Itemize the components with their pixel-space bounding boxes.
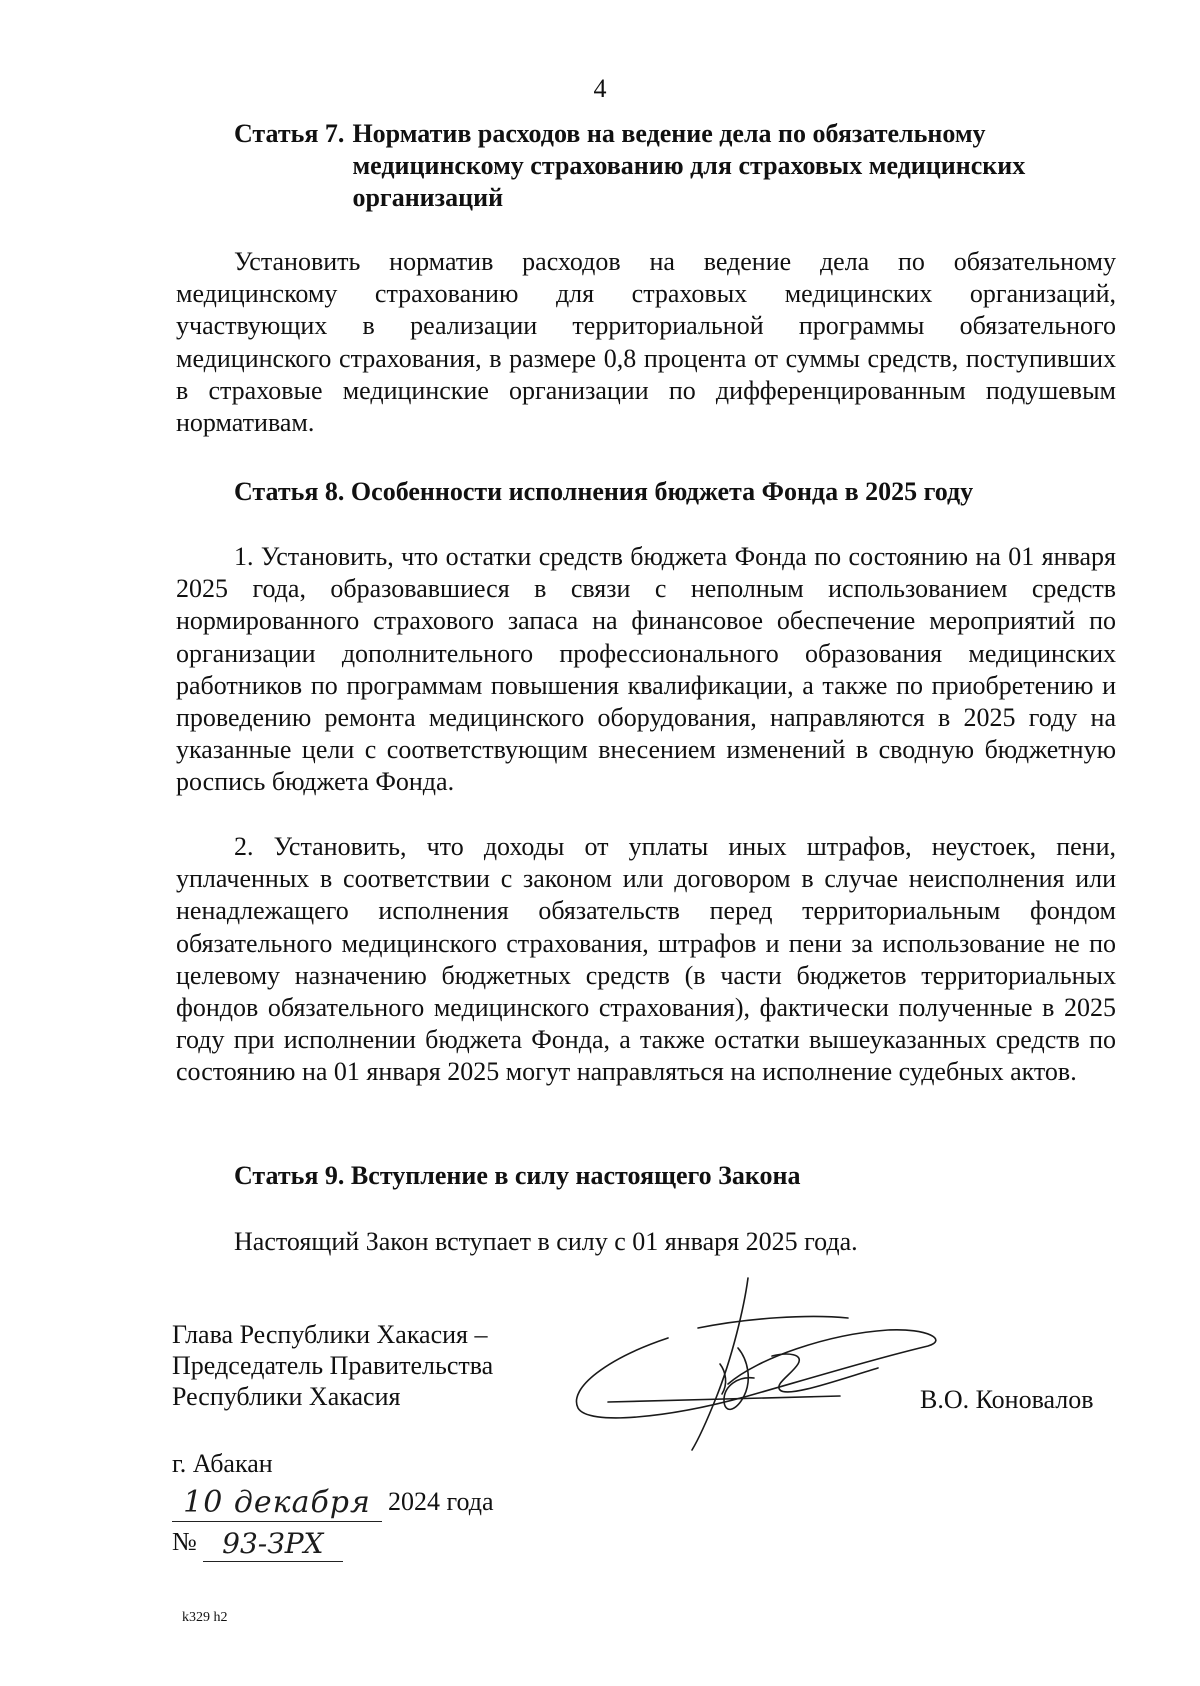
article-8-paragraph-2: 2. Установить, что доходы от уплаты иных штрафов, неустоек, пени, уплаченных в соответствии с законом или договором в случае неисполнения или ненадлежащего исполнения обязательств перед территориальным фондом обязательного медицинского страхования, штрафов и пени за использование не по целевому назначению бюджетных средств (в части бюджетов территориальных фондов обязательного медицинского страхования), фактически полученные в 2025 году при исполнении бюджета Фонда, а также остатки вышеуказанных средств по состоянию на 01 января 2025 могут направляться на исполнение судебных актов. bbox=[176, 832, 1116, 1087]
article-8-paragraph-1: 1. Установить, что остатки средств бюджета Фонда по состоянию на 01 января 2025 года, образовавшиеся в связи с неполным использованием средств нормированного страхового запаса на финансовое обеспечение мероприятий по организации дополнительного профессионального образования медицинских работников по программам повышения квалификации, а также по приобретению и проведению ремонта медицинского оборудования, направляются в 2025 году на указанные цели с соответствующим внесением изменений в сводную бюджетную роспись бюджета Фонда. bbox=[176, 542, 1116, 797]
article-9-heading: Статья 9. Вступление в силу настоящего Закона bbox=[234, 1161, 801, 1190]
article-8-heading: Статья 8. Особенности исполнения бюджета Фонда в 2025 году bbox=[234, 477, 974, 506]
number-sign: № bbox=[172, 1527, 197, 1556]
handwritten-number: 93-ЗРХ bbox=[203, 1527, 343, 1562]
law-number bbox=[172, 1522, 343, 1562]
signer-position-line: Глава Республики Хакасия – bbox=[172, 1320, 488, 1349]
signing-date bbox=[172, 1482, 494, 1522]
signer-position-line: Республики Хакасия bbox=[172, 1382, 401, 1411]
footer-code: k329 h2 bbox=[182, 1610, 228, 1625]
date-year: 2024 года bbox=[388, 1487, 494, 1516]
handwritten-signature bbox=[548, 1268, 948, 1458]
handwritten-date: 10 декабря bbox=[172, 1485, 382, 1522]
signer-name: В.О. Коновалов bbox=[920, 1385, 1094, 1414]
article-9-body: Настоящий Закон вступает в силу с 01 января 2025 года. bbox=[234, 1227, 858, 1256]
article-7-title: Норматив расходов на ведение дела по обязательному медицинскому страхованию для страховых медицинских организаций bbox=[352, 119, 1026, 212]
signer-position-line: Председатель Правительства bbox=[172, 1351, 494, 1380]
article-7-heading bbox=[234, 118, 1104, 214]
page-number: 4 bbox=[593, 74, 607, 103]
article-7-label: Статья 7. bbox=[234, 119, 345, 148]
signer-position bbox=[172, 1319, 493, 1412]
article-7-body: Установить норматив расходов на ведение дела по обязательному медицинскому страхованию для страховых медицинских организаций, участвующих в реализации территориальной программы обязательного медицинского страхования, в размере 0,8 процента от суммы средств, поступивших в страховые медицинские организации по дифференцированным подушевым нормативам. bbox=[176, 247, 1116, 438]
place-of-signing: г. Абакан bbox=[172, 1449, 273, 1478]
